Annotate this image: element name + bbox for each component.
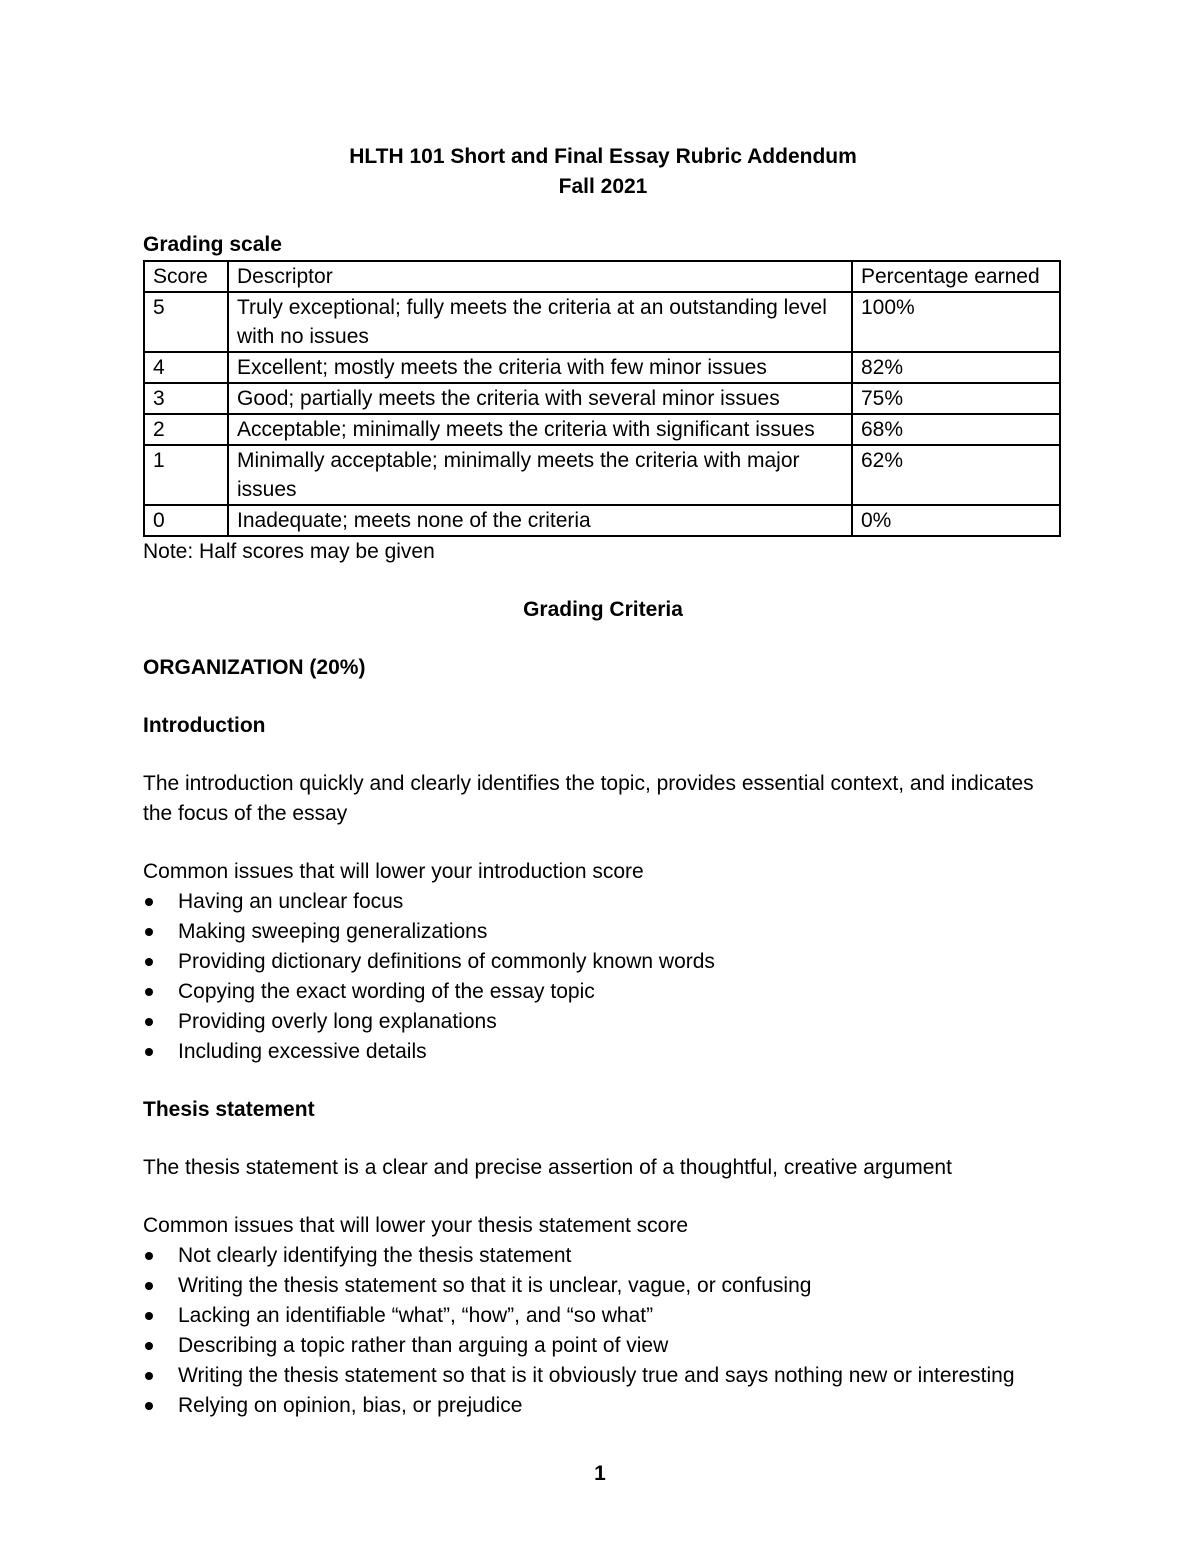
spacer [143, 202, 1063, 230]
list-item [143, 1391, 1063, 1421]
document-title: HLTH 101 Short and Final Essay Rubric Addendum [349, 145, 857, 168]
list-item [143, 1301, 1063, 1331]
thesis-issues-heading: Common issues that will lower your thesis statement score [143, 1214, 689, 1237]
column-header-percentage: Percentage earned [852, 261, 1060, 292]
bullet-icon [145, 1048, 153, 1056]
descriptor-cell: Truly exceptional; fully meets the criteria at an outstanding level with no issues [228, 292, 852, 352]
percentage-cell: 75% [852, 383, 1060, 414]
bullet-icon [145, 958, 153, 966]
list-item [143, 1007, 1063, 1037]
list-item [143, 947, 1063, 977]
document-page [143, 142, 1063, 1421]
score-cell: 4 [144, 352, 228, 383]
spacer [143, 625, 1063, 653]
list-item-text: Writing the thesis statement so that is it obviously true and says nothing new or interesting [178, 1364, 1015, 1387]
table-row [144, 505, 1060, 536]
column-header-descriptor: Descriptor [228, 261, 852, 292]
bullet-icon [145, 928, 153, 936]
descriptor-cell: Inadequate; meets none of the criteria [228, 505, 852, 536]
list-item [143, 917, 1063, 947]
thesis-heading: Thesis statement [143, 1098, 315, 1121]
thesis-issues-list [143, 1241, 1063, 1421]
bullet-icon [145, 1282, 153, 1290]
grading-scale-note: Note: Half scores may be given [143, 540, 435, 563]
spacer [143, 829, 1063, 857]
score-cell: 0 [144, 505, 228, 536]
descriptor-cell: Good; partially meets the criteria with several minor issues [228, 383, 852, 414]
list-item-text: Lacking an identifiable “what”, “how”, and “so what” [178, 1304, 654, 1327]
percentage-cell: 68% [852, 414, 1060, 445]
descriptor-cell: Acceptable; minimally meets the criteria with significant issues [228, 414, 852, 445]
list-item [143, 1241, 1063, 1271]
list-item-text: Including excessive details [178, 1040, 427, 1063]
document-term: Fall 2021 [558, 175, 648, 198]
bullet-icon [145, 1402, 153, 1410]
list-item [143, 977, 1063, 1007]
spacer [143, 567, 1063, 595]
bullet-icon [145, 1312, 153, 1320]
grading-scale-table [143, 260, 1061, 537]
grading-scale-heading: Grading scale [143, 233, 282, 256]
percentage-cell: 0% [852, 505, 1060, 536]
score-cell: 1 [144, 445, 228, 505]
score-cell: 2 [144, 414, 228, 445]
bullet-icon [145, 1018, 153, 1026]
bullet-icon [145, 988, 153, 996]
table-row [144, 383, 1060, 414]
spacer [143, 1067, 1063, 1095]
grading-criteria-heading: Grading Criteria [523, 598, 683, 621]
spacer [143, 1125, 1063, 1153]
bullet-icon [145, 1372, 153, 1380]
thesis-description: The thesis statement is a clear and precise assertion of a thoughtful, creative argument [143, 1156, 952, 1179]
introduction-issues-list [143, 887, 1063, 1067]
table-row [144, 352, 1060, 383]
table-header-row [144, 261, 1060, 292]
list-item-text: Copying the exact wording of the essay topic [178, 980, 595, 1003]
introduction-description: The introduction quickly and clearly identifies the topic, provides essential context, and indicates the focus of the essay [143, 772, 1034, 825]
score-cell: 3 [144, 383, 228, 414]
list-item-text: Providing dictionary definitions of commonly known words [178, 950, 715, 973]
list-item [143, 1037, 1063, 1067]
list-item-text: Providing overly long explanations [178, 1010, 497, 1033]
table-row [144, 445, 1060, 505]
score-cell: 5 [144, 292, 228, 352]
list-item [143, 1361, 1063, 1391]
list-item-text: Having an unclear focus [178, 890, 404, 913]
percentage-cell: 100% [852, 292, 1060, 352]
list-item-text: Relying on opinion, bias, or prejudice [178, 1394, 523, 1417]
list-item-text: Making sweeping generalizations [178, 920, 488, 943]
spacer [143, 1183, 1063, 1211]
table-row [144, 414, 1060, 445]
bullet-icon [145, 1252, 153, 1260]
introduction-heading: Introduction [143, 714, 266, 737]
list-item [143, 1331, 1063, 1361]
column-header-score: Score [144, 261, 228, 292]
bullet-icon [145, 1342, 153, 1350]
spacer [143, 683, 1063, 711]
bullet-icon [145, 898, 153, 906]
table-row [144, 292, 1060, 352]
list-item [143, 1271, 1063, 1301]
percentage-cell: 82% [852, 352, 1060, 383]
organization-section-heading: ORGANIZATION (20%) [143, 656, 366, 679]
descriptor-cell: Minimally acceptable; minimally meets the criteria with major issues [228, 445, 852, 505]
list-item-text: Describing a topic rather than arguing a point of view [178, 1334, 669, 1357]
descriptor-cell: Excellent; mostly meets the criteria with few minor issues [228, 352, 852, 383]
list-item-text: Not clearly identifying the thesis statement [178, 1244, 572, 1267]
introduction-issues-heading: Common issues that will lower your introduction score [143, 860, 644, 883]
list-item [143, 887, 1063, 917]
spacer [143, 741, 1063, 769]
page-number: 1 [594, 1462, 606, 1485]
list-item-text: Writing the thesis statement so that it is unclear, vague, or confusing [178, 1274, 812, 1297]
percentage-cell: 62% [852, 445, 1060, 505]
